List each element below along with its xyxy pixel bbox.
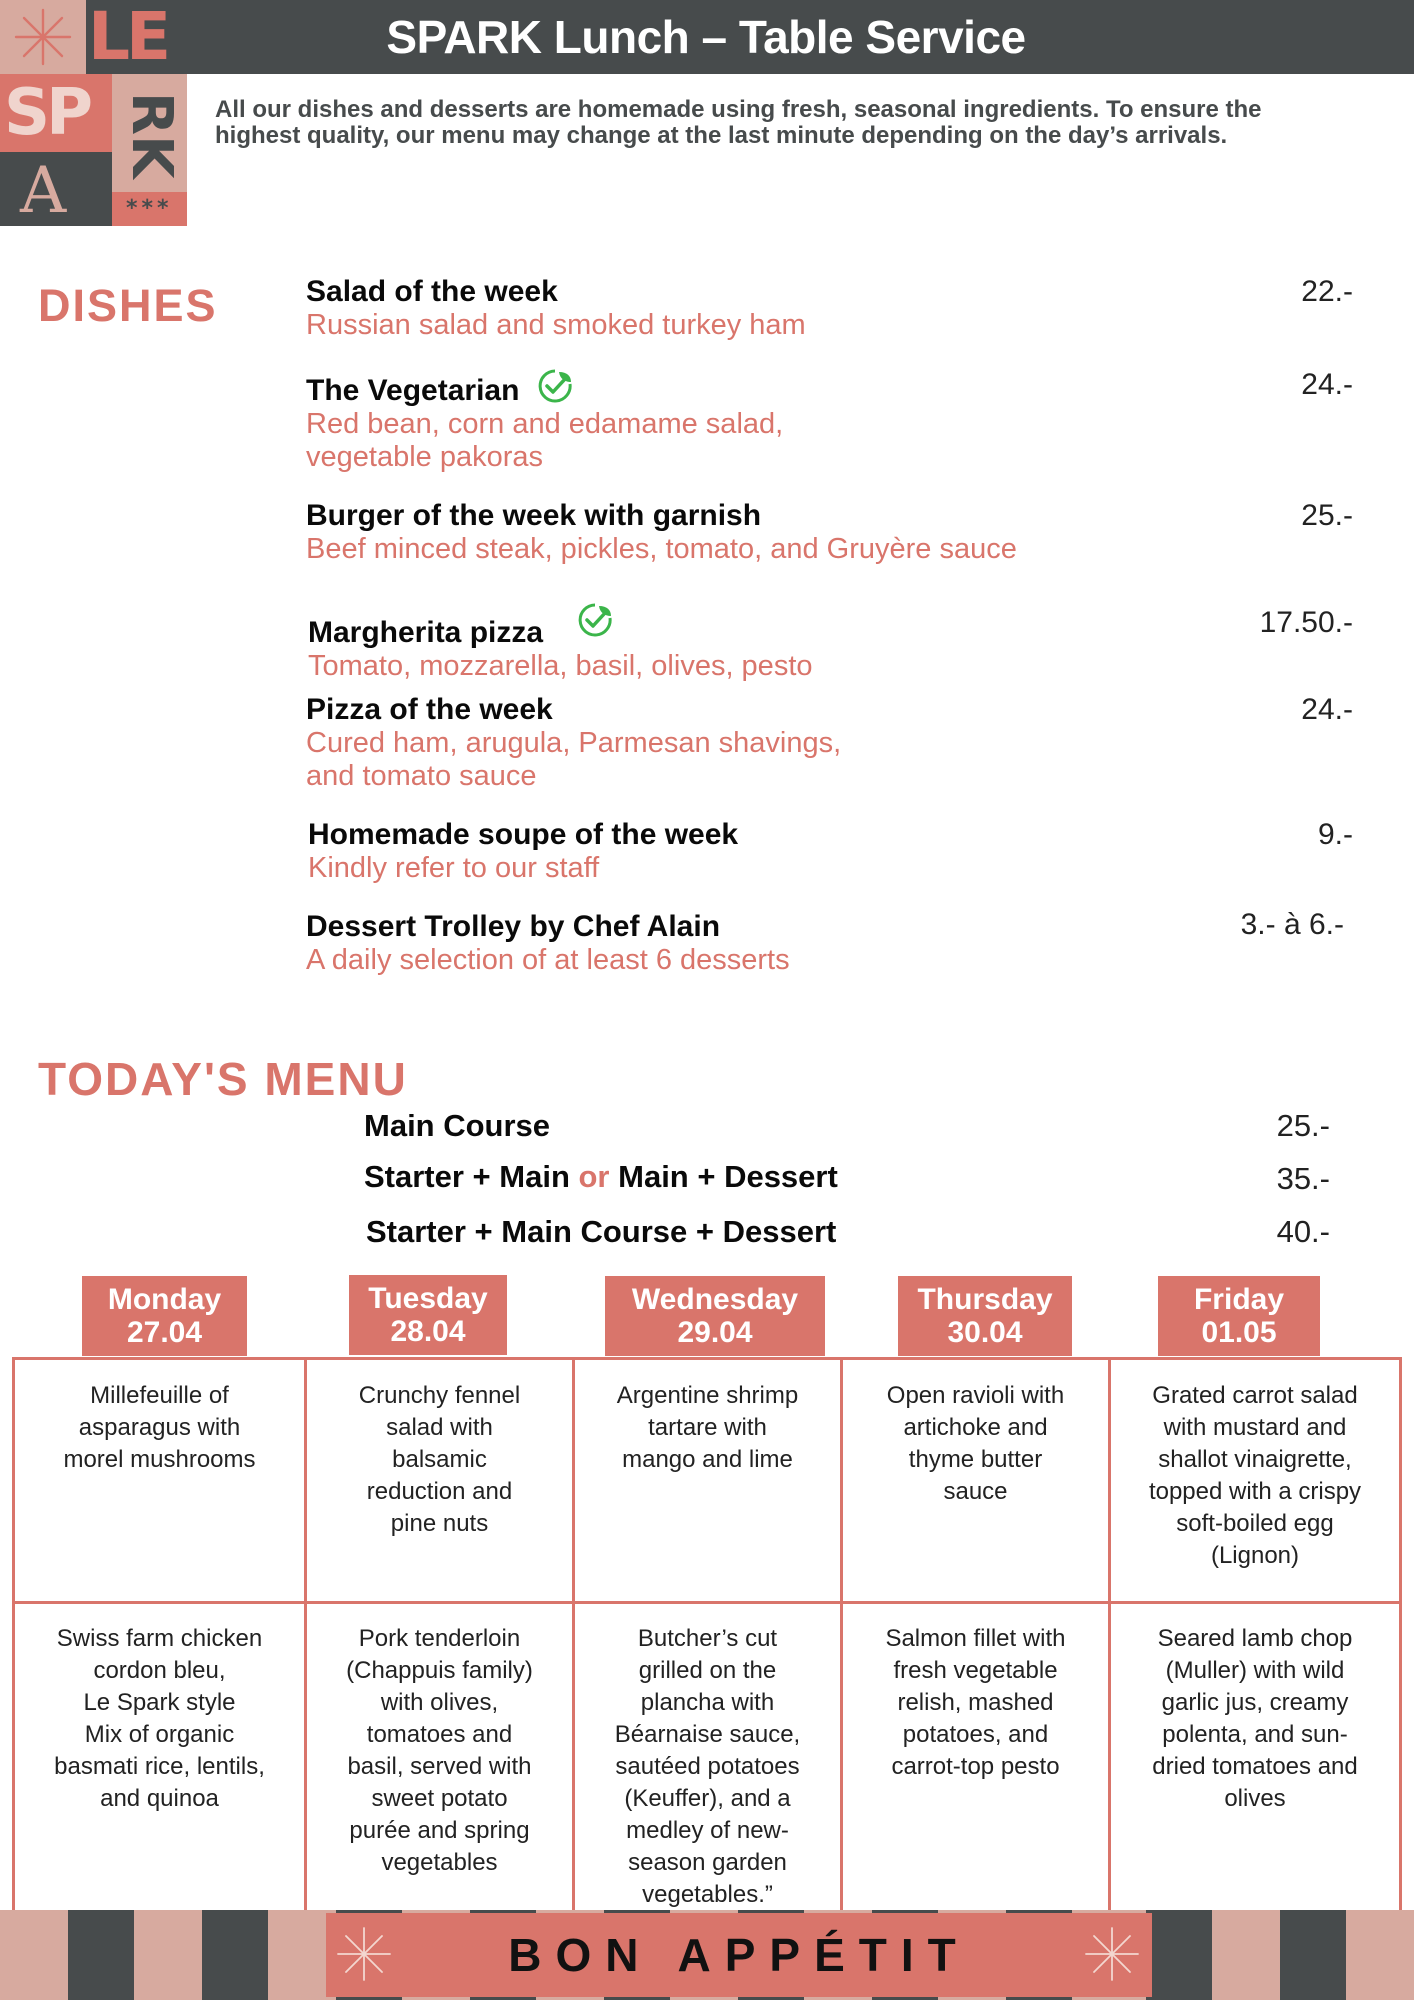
menu-line: dried tomatoes and [1152, 1753, 1358, 1780]
day-date: 29.04 [677, 1316, 753, 1349]
formula-or: or [578, 1159, 610, 1194]
logo-stars: *** [126, 196, 173, 221]
dish-name: Dessert Trolley by Chef Alain [306, 910, 721, 943]
page-title: SPARK Lunch – Table Service [386, 11, 1026, 63]
menu-line: Béarnaise sauce, [614, 1721, 801, 1748]
menu-line: cordon bleu, [93, 1657, 226, 1684]
menu-line: grilled on the [638, 1657, 777, 1684]
menu-line: reduction and [366, 1478, 513, 1505]
bon-appetit-text: BON APPÉTIT [508, 1929, 970, 1981]
menu-line: salad with [386, 1414, 493, 1441]
menu-line: morel mushrooms [63, 1446, 256, 1473]
menu-line: vegetables.” [642, 1881, 773, 1908]
menu-line: carrot-top pesto [891, 1753, 1060, 1780]
menu-line: Crunchy fennel [358, 1382, 521, 1409]
menu-line: sauce [943, 1478, 1008, 1505]
day-tab-monday [82, 1276, 247, 1356]
day-tab-friday [1158, 1276, 1320, 1356]
day-date: 27.04 [126, 1316, 203, 1349]
menu-line: Millefeuille of [90, 1382, 229, 1409]
formula-label: Starter + Main [364, 1159, 570, 1194]
menu-line: fresh vegetable [893, 1657, 1058, 1684]
footer-stripe [68, 1910, 134, 2000]
menu-line: purée and spring [349, 1817, 530, 1844]
menu-line: Le Spark style [83, 1689, 236, 1716]
dish-item [306, 499, 1356, 566]
dish-name-row [308, 602, 1358, 650]
dish-name: Homemade soupe of the week [308, 818, 739, 851]
main-friday [1111, 1623, 1399, 1815]
main-wednesday [575, 1623, 840, 1911]
day-name: Tuesday [368, 1282, 488, 1315]
main-thursday [843, 1623, 1108, 1783]
menu-line: topped with a crispy [1148, 1478, 1362, 1505]
dish-description: A daily selection of at least 6 desserts [306, 944, 790, 976]
menu-line: garlic jus, creamy [1161, 1689, 1349, 1716]
day-name: Monday [107, 1283, 222, 1316]
dish-name-row [306, 368, 1356, 408]
grid-divider [15, 1601, 1399, 1604]
day-tab-tuesday [349, 1275, 507, 1355]
dish-price: 17.50.- [1259, 606, 1353, 639]
menu-line: Pork tenderloin [358, 1625, 521, 1652]
logo-tile-rk [112, 74, 187, 192]
weekly-menu-grid [12, 1357, 1402, 1943]
logo-star-tile [0, 0, 86, 74]
day-date: 28.04 [390, 1315, 466, 1348]
main-tuesday [307, 1623, 572, 1879]
todays-menu-heading: TODAY'S MENU [38, 1053, 408, 1105]
menu-line: season garden [628, 1849, 787, 1876]
menu-line: tomatoes and [366, 1721, 513, 1748]
menu-line: tartare with [648, 1414, 767, 1441]
dish-item [308, 602, 1358, 683]
starter-thursday [843, 1380, 1108, 1508]
logo-letter-a: A [20, 154, 67, 226]
menu-line: medley of new- [626, 1817, 789, 1844]
menu-line: relish, mashed [897, 1689, 1054, 1716]
dish-description: Beef minced steak, pickles, tomato, and Gruyère sauce [306, 533, 1017, 565]
dish-name: Pizza of the week [306, 693, 553, 726]
day-tab-wednesday [605, 1276, 825, 1356]
menu-line: potatoes, and [902, 1721, 1049, 1748]
day-name: Wednesday [631, 1283, 799, 1316]
menu-line: mango and lime [622, 1446, 793, 1473]
starter-friday [1111, 1380, 1399, 1572]
formula-row [364, 1108, 1330, 1144]
menu-line: olives [1224, 1785, 1286, 1812]
formula-label: Main + Dessert [618, 1159, 838, 1194]
intro-text: All our dishes and desserts are homemade using fresh, seasonal ingredients. To ensure the highest quality, our menu may change at the last minute depending on the day’s arrivals. [215, 96, 1262, 149]
formula-price: 40.- [1276, 1214, 1330, 1249]
dish-price: 24.- [1301, 368, 1353, 401]
menu-line: shallot vinaigrette, [1158, 1446, 1352, 1473]
menu-line: (Keuffer), and a [624, 1785, 791, 1812]
dish-description: Red bean, corn and edamame salad, [306, 408, 784, 440]
menu-line: basil, served with [347, 1753, 532, 1780]
day-date: 01.05 [1201, 1316, 1277, 1349]
formula-label: Starter + Main Course + Dessert [366, 1214, 837, 1249]
dish-item [306, 910, 1356, 977]
menu-line: sweet potato [371, 1785, 508, 1812]
dish-description: Tomato, mozzarella, basil, olives, pesto [308, 650, 813, 682]
dish-price: 9.- [1317, 818, 1353, 851]
menu-line: (Muller) with wild [1165, 1657, 1345, 1684]
logo-tile-sp [0, 74, 112, 152]
menu-line: Butcher’s cut [637, 1625, 778, 1652]
day-tab-thursday [898, 1276, 1072, 1356]
dish-price: 24.- [1301, 693, 1353, 726]
menu-line: vegetables [381, 1849, 498, 1876]
logo-letters-le: LE [88, 0, 168, 74]
dish-description: and tomato sauce [306, 760, 537, 792]
formula-price: 25.- [1276, 1108, 1330, 1143]
dishes-heading: DISHES [38, 280, 218, 331]
menu-line: basmati rice, lentils, [54, 1753, 265, 1780]
menu-line: Seared lamb chop [1157, 1625, 1353, 1652]
logo-letters-sp: SP [4, 76, 89, 150]
dish-price: 22.- [1301, 275, 1353, 308]
formula-price: 35.- [1276, 1161, 1330, 1196]
footer-stripe [1280, 1910, 1346, 2000]
menu-line: thyme butter [908, 1446, 1043, 1473]
menu-line: polenta, and sun- [1162, 1721, 1348, 1748]
dish-description: Cured ham, arugula, Parmesan shavings, [306, 727, 842, 759]
menu-line: soft-boiled egg [1176, 1510, 1334, 1537]
logo-tile-a [0, 152, 112, 226]
footer-stripe [202, 1910, 268, 2000]
starter-wednesday [575, 1380, 840, 1476]
dish-description: Kindly refer to our staff [308, 852, 600, 884]
dish-item [306, 275, 1356, 342]
menu-line: Open ravioli with [886, 1382, 1065, 1409]
menu-line: asparagus with [78, 1414, 241, 1441]
starter-tuesday [307, 1380, 572, 1540]
le-spark-logo [0, 0, 187, 226]
formula-row [364, 1159, 1330, 1195]
menu-line: (Lignon) [1210, 1542, 1300, 1569]
starter-monday [15, 1380, 304, 1476]
menu-line: and quinoa [100, 1785, 219, 1812]
dish-name: Margherita pizza [308, 616, 544, 649]
header-bar [0, 0, 1414, 74]
day-date: 30.04 [947, 1316, 1023, 1349]
main-monday [15, 1623, 304, 1815]
menu-line: plancha with [640, 1689, 775, 1716]
menu-line: sautéed potatoes [615, 1753, 800, 1780]
dish-item [306, 693, 1356, 793]
check-leaf-icon [537, 368, 573, 404]
logo-tile-le [86, 0, 187, 74]
footer-stripe [1146, 1910, 1212, 2000]
menu-line: with mustard and [1163, 1414, 1347, 1441]
check-leaf-icon [577, 602, 613, 638]
menu-line: (Chappuis family) [346, 1657, 533, 1684]
formula-row [366, 1214, 1330, 1250]
dish-name: Burger of the week with garnish [306, 499, 762, 532]
dish-price: 3.- à 6.- [1240, 908, 1344, 941]
spark-star-icon [0, 0, 86, 74]
menu-line: artichoke and [903, 1414, 1048, 1441]
dish-description: Russian salad and smoked turkey ham [306, 309, 806, 341]
dish-name: The Vegetarian [306, 374, 520, 407]
menu-line: Swiss farm chicken [56, 1625, 263, 1652]
day-name: Friday [1193, 1283, 1285, 1316]
menu-line: Argentine shrimp [616, 1382, 799, 1409]
menu-line: Grated carrot salad [1152, 1382, 1358, 1409]
menu-line: pine nuts [390, 1510, 489, 1537]
logo-tile-stars [112, 192, 187, 226]
dish-item [308, 818, 1358, 885]
menu-line: Mix of organic [84, 1721, 235, 1748]
dish-price: 25.- [1301, 499, 1353, 532]
logo-letters-rk: RK [119, 92, 184, 179]
menu-line: balsamic [392, 1446, 487, 1473]
formula-label: Main Course [364, 1108, 551, 1143]
dish-name: Salad of the week [306, 275, 558, 308]
day-name: Thursday [917, 1283, 1053, 1316]
menu-line: with olives, [380, 1689, 499, 1716]
dish-description: vegetable pakoras [306, 441, 543, 473]
menu-line: Salmon fillet with [885, 1625, 1066, 1652]
dish-item [306, 368, 1356, 474]
